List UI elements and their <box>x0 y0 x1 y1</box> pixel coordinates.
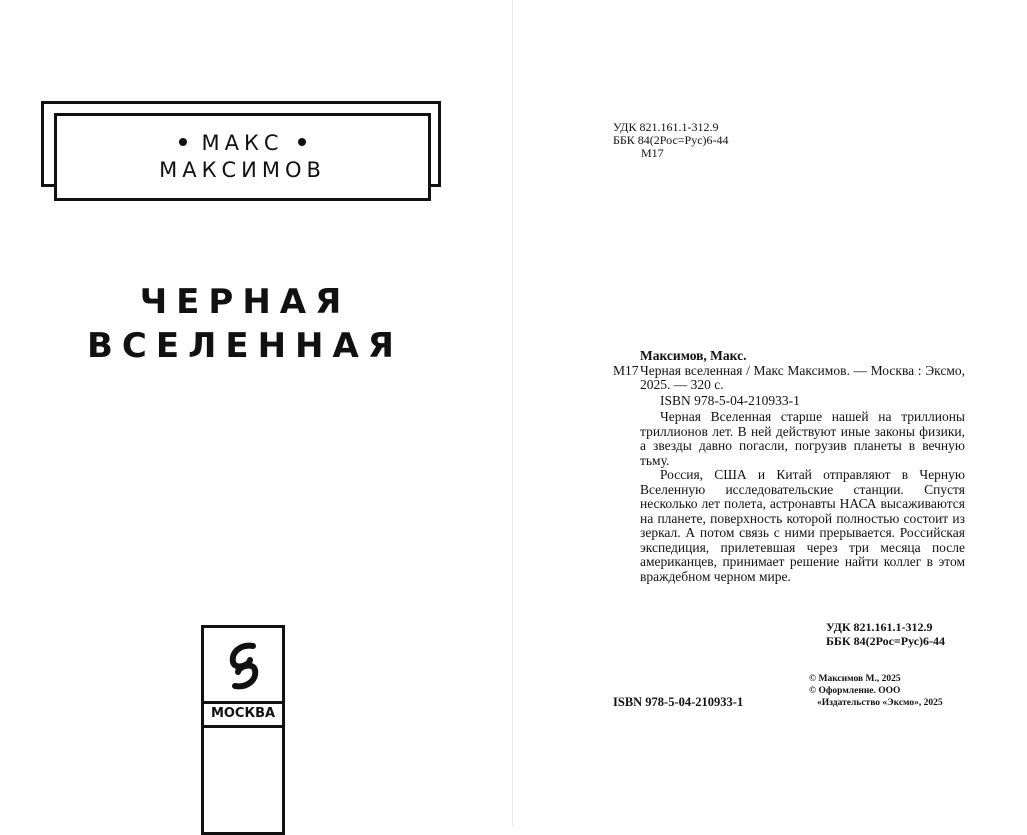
copyright-author: © Максимов М., 2025 <box>809 674 901 684</box>
annotation-paragraph-2: Россия, США и Китай отправляют в Черную Вселенную исследовательские станции. Спустя несколько лет полета, астронавты НАСА высаживаются на планете, поверхность которой полностью состоит из зеркал. А потом связь с ними прерывается. Российская экспедиция, прилетевшая через три месяца после американцев, принимает решение найти коллег в этом враждебном черном мире. <box>640 467 965 584</box>
biblio-author: Максимов, Макс. <box>640 348 747 363</box>
bullet-dot-icon <box>298 138 306 146</box>
author-last-name: МАКСИМОВ <box>159 158 326 182</box>
classification-codes-top <box>613 121 729 160</box>
publisher-logo <box>201 625 285 835</box>
author-name <box>54 130 431 184</box>
title-line-1: ЧЕРНАЯ <box>139 282 351 322</box>
copyright-block <box>809 673 943 709</box>
author-mark: М17 <box>613 362 639 378</box>
udk-code: УДК 821.161.1-312.9 <box>826 620 933 634</box>
author-mark: М17 <box>641 146 664 160</box>
eksmo-logo-icon <box>223 640 265 692</box>
title-line-2: ВСЕЛЕННАЯ <box>87 326 403 366</box>
biblio-description <box>613 364 965 393</box>
biblio-title-line: Черная вселенная / Макс Максимов. — Москва : Эксмо, 2025. — 320 с. <box>640 362 965 392</box>
right-page <box>513 0 1027 826</box>
author-first-name: МАКС <box>201 131 284 155</box>
bibliographic-record <box>613 349 965 584</box>
publisher-city: МОСКВА <box>210 706 276 721</box>
biblio-isbn: ISBN 978-5-04-210933-1 <box>660 392 800 408</box>
bbk-code: ББК 84(2Рос=Рус)6-44 <box>613 133 729 147</box>
bullet-dot-icon <box>179 138 187 146</box>
isbn-bottom: ISBN 978-5-04-210933-1 <box>613 695 744 709</box>
copyright-design: © Оформление. ООО <box>809 686 901 696</box>
udk-code: УДК 821.161.1-312.9 <box>613 120 719 134</box>
left-page <box>0 0 512 826</box>
annotation-paragraph-1: Черная Вселенная старше нашей на триллионы триллионов лет. В ней действуют иные законы физики, а звезды давно погасли, погрузив планеты в вечную тьму. <box>640 409 965 468</box>
copyright-publisher: «Издательство «Эксмо», 2025 <box>817 698 943 708</box>
logo-divider <box>204 701 282 704</box>
bbk-code: ББК 84(2Рос=Рус)6-44 <box>826 634 946 648</box>
classification-codes-bottom <box>826 620 966 648</box>
book-title <box>40 280 450 368</box>
logo-divider <box>204 725 282 728</box>
